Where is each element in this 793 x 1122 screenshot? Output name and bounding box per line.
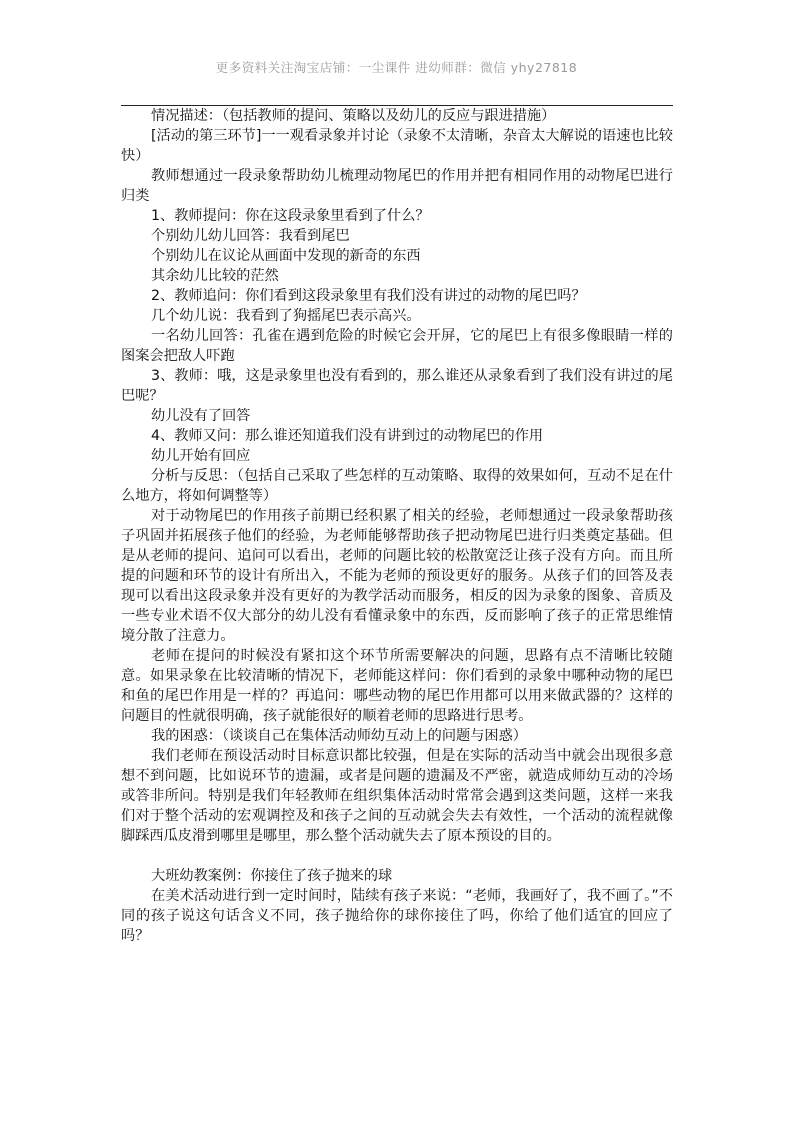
paragraph: 幼儿开始有回应	[151, 448, 251, 464]
paragraph: 一名幼儿回答：孔雀在遇到危险的时候它会开屏，它的尾巴上有很多像眼睛一样的图案会把敌人吓跑	[121, 328, 673, 364]
paragraph: 个别幼儿在议论从画面中发现的新奇的东西	[151, 248, 421, 264]
paragraph: 3、教师：哦，这是录象里也没有看到的，那么谁还从录象看到了我们没有讲过的尾巴呢？	[121, 368, 673, 404]
paragraph: 个别幼儿幼儿回答：我看到尾巴	[151, 228, 350, 244]
paragraph: 1、教师提问：你在这段录象里看到了什么？	[151, 208, 430, 224]
paragraph: 对于动物尾巴的作用孩子前期已经积累了相关的经验，老师想通过一段录象帮助孩子巩固并拓展孩子他们的经验，为老师能够帮助孩子把动物尾巴进行归类奠定基础。但是从老师的提问、追问可以看出，老师的问题比较的松散宽泛让孩子没有方向。而且所提的问题和环节的设计有所出入，不能为老师的预设更好的服务。从孩子们的回答及表现可以看出这段录象并没有更好的为教学活动而服务，相反的因为录象的图象、音质及一些专业术语不仅大部分的幼儿没有看懂录象中的东西，反而影响了孩子的正常思维情境分散了注意力。	[121, 508, 673, 644]
paragraph: 我的困惑：（谈谈自己在集体活动师幼互动上的问题与困惑）	[151, 728, 527, 744]
case-title: 大班幼教案例：你接住了孩子抛来的球	[151, 868, 393, 884]
paragraph: 其余幼儿比较的茫然	[151, 268, 279, 284]
paragraph: 情况描述：（包括教师的提问、策略以及幼儿的反应与跟进措施）	[151, 108, 556, 124]
paragraph: 4、教师又问：那么谁还知道我们没有讲到过的动物尾巴的作用	[151, 428, 544, 444]
paragraph: 2、教师追问：你们看到这段录象里有我们没有讲过的动物的尾巴吗？	[151, 288, 586, 304]
document-body	[121, 106, 673, 946]
paragraph: 幼儿没有了回答	[151, 408, 251, 424]
watermark-text: 更多资料关注淘宝店铺：一尘课件 进幼师群：微信 yhy27818	[215, 60, 578, 75]
paragraph: [活动的第三环节]一一观看录象并讨论（录象不太清晰，杂音太大解说的语速也比较快）	[121, 128, 673, 164]
paragraph: 在美术活动进行到一定时间时，陆续有孩子来说：“老师，我画好了，我不画了。”不同的孩子说这句话含义不同，孩子抛给你的球你接住了吗，你给了他们适宜的回应了吗？	[121, 888, 673, 944]
paragraph: 分析与反思：（包括自己采取了些怎样的互动策略、取得的效果如何，互动不足在什么地方，将如何调整等）	[121, 468, 673, 504]
paragraph: 我们老师在预设活动时目标意识都比较强，但是在实际的活动当中就会出现很多意想不到问题，比如说环节的遗漏，或者是问题的遗漏及不严密，就造成师幼互动的冷场或答非所问。特别是我们年轻教师在组织集体活动时常常会遇到这类问题，这样一来我们对于整个活动的宏观调控及和孩子之间的互动就会失去有效性，一个活动的流程就像脚踩西瓜皮滑到哪里是哪里，那么整个活动就失去了原本预设的目的。	[121, 748, 673, 844]
paragraph: 教师想通过一段录象帮助幼儿梳理动物尾巴的作用并把有相同作用的动物尾巴进行归类	[121, 168, 673, 204]
paragraph: 几个幼儿说：我看到了狗摇尾巴表示高兴。	[151, 308, 421, 324]
paragraph: 老师在提问的时候没有紧扣这个环节所需要解决的问题，思路有点不清晰比较随意。如果录象在比较清晰的情况下，老师能这样问：你们看到的录象中哪种动物的尾巴和鱼的尾巴作用是一样的？再追问：哪些动物的尾巴作用都可以用来做武器的？这样的问题目的性就很明确，孩子就能很好的顺着老师的思路进行思考。	[121, 648, 673, 724]
